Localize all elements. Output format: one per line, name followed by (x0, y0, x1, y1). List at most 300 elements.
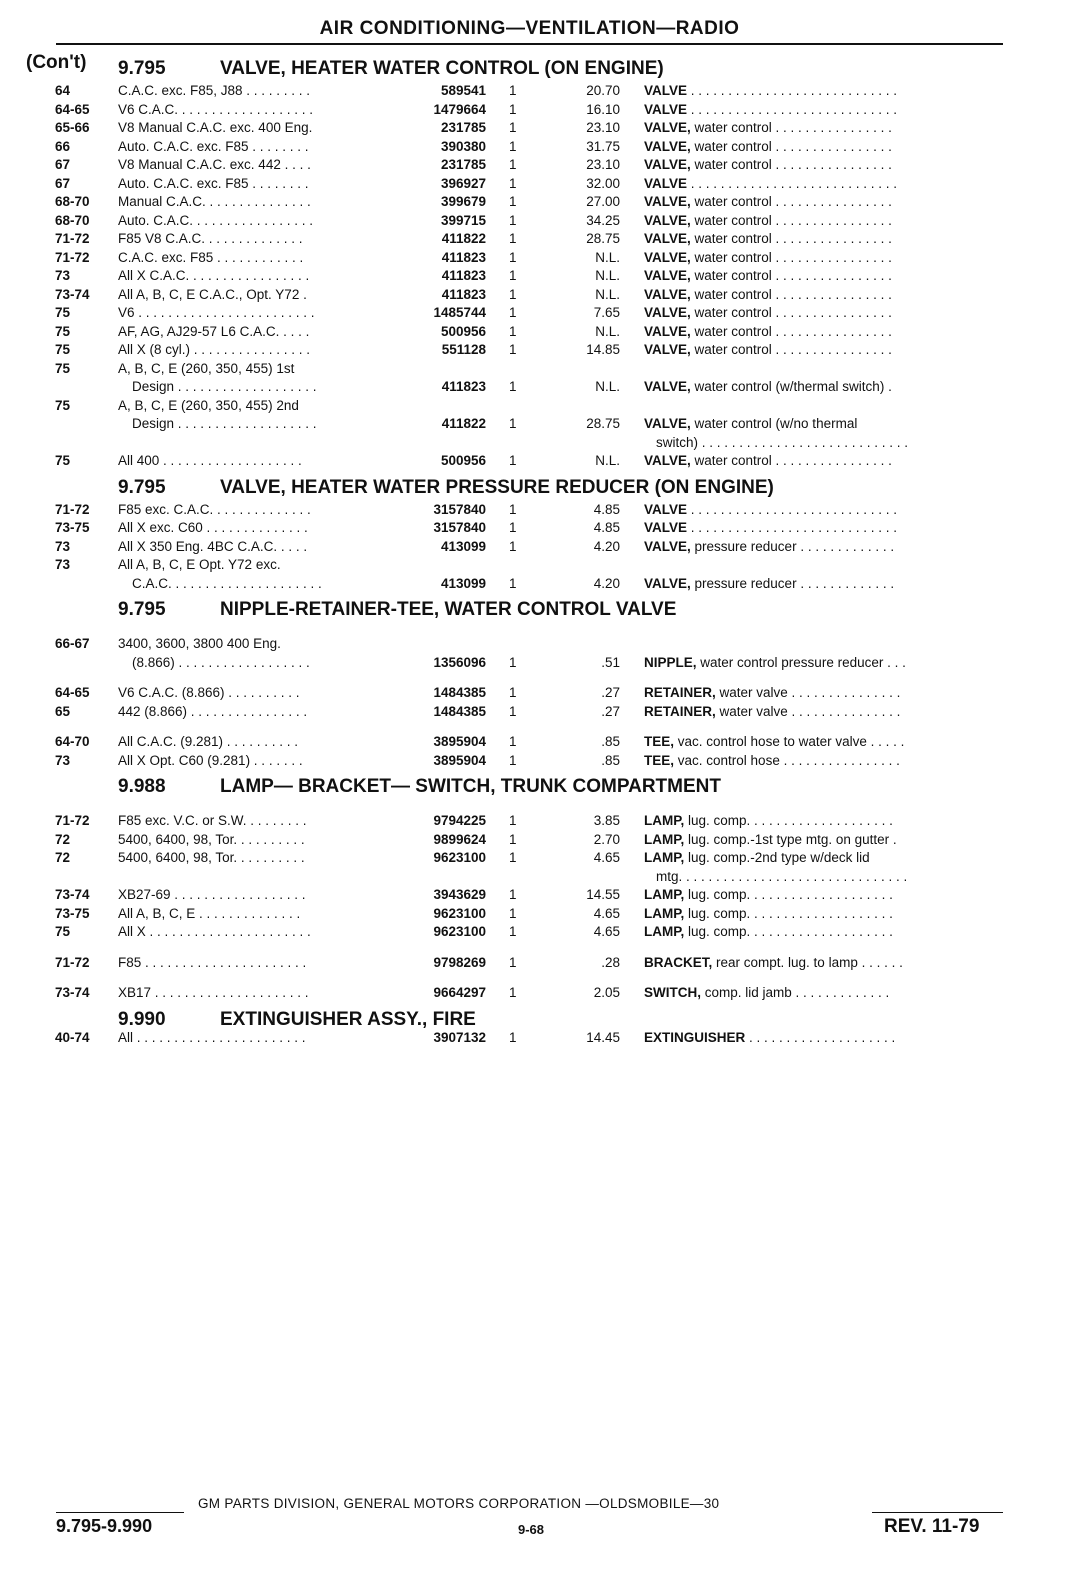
description-detail: . . . . . . . . . . . . . . . . . . . . . . . . . . . . (687, 101, 898, 117)
price: 28.75 (586, 416, 620, 431)
description-keyword: VALVE, (644, 212, 691, 228)
table-row (0, 193, 1075, 212)
row-gap (0, 721, 1075, 733)
description-detail: mtg. . . . . . . . . . . . . . . . . . . . . . . . . . . . . . . (656, 868, 908, 884)
description (644, 452, 1004, 471)
table-row (0, 175, 1075, 194)
part-number: 500956 (440, 323, 486, 339)
model-year: 73-74 (55, 286, 90, 302)
price: 4.20 (593, 575, 620, 591)
model-year: 73-75 (55, 905, 90, 921)
application: All X . . . . . . . . . . . . . . . . . . . . . . (118, 924, 311, 939)
description (644, 286, 1004, 305)
part-number: 231785 (440, 157, 486, 172)
application: All 400 . . . . . . . . . . . . . . . . . . . (118, 453, 302, 468)
application: All . . . . . . . . . . . . . . . . . . . . . . . (118, 1029, 306, 1045)
section-number: 9.795 (118, 58, 166, 79)
application: All X exc. C60 . . . . . . . . . . . . . . (118, 520, 308, 535)
table-row (0, 267, 1075, 286)
quantity: 1 (509, 83, 517, 98)
application: AF, AG, AJ29-57 L6 C.A.C. . . . . (118, 323, 310, 339)
quantity: 1 (509, 501, 517, 517)
price: 31.75 (586, 138, 620, 154)
quantity: 1 (509, 231, 517, 246)
table-row (0, 654, 1075, 673)
description-keyword: TEE, (644, 752, 675, 768)
description (644, 1029, 1004, 1048)
part-number: 551128 (441, 342, 486, 357)
description-keyword: VALVE, (644, 286, 691, 302)
description-detail: . . . . . . . . . . . . . . . . . . . . (745, 1029, 896, 1045)
description-detail: water control . . . . . . . . . . . . . . . . (690, 157, 892, 172)
model-year: 75 (55, 305, 71, 320)
application: All A, B, C, E C.A.C., Opt. Y72 . (118, 286, 307, 302)
model-year: 65 (55, 703, 71, 719)
model-year: 75 (55, 453, 71, 468)
description (644, 886, 1004, 905)
row-gap (0, 623, 1075, 635)
part-number: 3157840 (433, 520, 486, 535)
section-heading: LAMP— BRACKET— SWITCH, TRUNK COMPARTMENT (220, 776, 721, 797)
price: N.L. (595, 268, 620, 283)
table-row (0, 101, 1075, 120)
model-year: 73-74 (55, 887, 90, 902)
price: .27 (601, 703, 620, 719)
description-keyword: LAMP, (644, 831, 685, 847)
description (644, 193, 1004, 212)
description-keyword: VALVE, (644, 249, 691, 265)
part-number: 411823 (441, 268, 486, 283)
quantity: 1 (509, 175, 517, 191)
model-year: 73 (55, 752, 71, 768)
footer-section-range: 9.795-9.990 (56, 1516, 153, 1536)
price: 14.45 (586, 1029, 620, 1045)
table-row (0, 831, 1075, 850)
price: .28 (601, 954, 620, 970)
price: 20.70 (586, 83, 620, 98)
price: 14.85 (586, 342, 620, 357)
description (644, 519, 1004, 538)
price: 34.25 (586, 212, 620, 228)
price: 7.65 (593, 305, 620, 320)
section-heading: VALVE, HEATER WATER CONTROL (ON ENGINE) (220, 58, 664, 79)
model-year: 75 (55, 397, 71, 413)
price: 3.85 (593, 813, 620, 828)
description-keyword: VALVE, (644, 575, 691, 591)
part-number: 411822 (441, 416, 486, 431)
table-row (0, 635, 1075, 654)
quantity: 1 (509, 734, 517, 749)
description (644, 501, 1004, 520)
description-detail: water control . . . . . . . . . . . . . . . . (690, 194, 892, 209)
price: 2.05 (593, 985, 620, 1000)
description-detail: water control . . . . . . . . . . . . . . . . (690, 268, 892, 283)
description-detail: lug. comp.-2nd type w/deck lid (684, 850, 870, 865)
application: F85 . . . . . . . . . . . . . . . . . . . . . . (118, 954, 307, 970)
description-detail: rear compt. lug. to lamp . . . . . . (712, 954, 903, 970)
part-number: 1356096 (433, 654, 486, 670)
description (644, 138, 1004, 157)
row-gap (0, 972, 1075, 984)
row-gap (0, 800, 1075, 812)
description-keyword: VALVE (644, 101, 688, 117)
footer-page-number: 9-68 (518, 1522, 545, 1537)
table-row (0, 923, 1075, 942)
quantity: 1 (509, 157, 517, 172)
part-number: 9623100 (433, 905, 486, 921)
section-title (0, 1003, 1075, 1029)
application: F85 exc. C.A.C. . . . . . . . . . . . . . (118, 501, 311, 517)
model-year: 71-72 (55, 231, 90, 246)
price: .51 (601, 654, 620, 670)
description-keyword: VALVE (644, 175, 688, 191)
part-number: 1485744 (433, 305, 486, 320)
model-year: 68-70 (55, 212, 90, 228)
parts-list (0, 52, 1075, 1047)
model-year: 73 (55, 538, 71, 554)
application: F85 exc. V.C. or S.W. . . . . . . . . (118, 813, 307, 828)
part-number: 3895904 (433, 734, 486, 749)
price: 27.00 (586, 194, 620, 209)
application: Auto. C.A.C. . . . . . . . . . . . . . . . . (118, 212, 314, 228)
description-keyword: BRACKET, (644, 954, 713, 970)
part-number: 9798269 (433, 954, 486, 970)
quantity: 1 (509, 323, 517, 339)
quantity: 1 (509, 685, 517, 700)
price: 4.20 (593, 538, 620, 554)
quantity: 1 (509, 905, 517, 921)
description (644, 868, 1016, 887)
application: 5400, 6400, 98, Tor. . . . . . . . . . (118, 831, 305, 847)
table-row (0, 1029, 1075, 1048)
price: 4.65 (593, 905, 620, 921)
section-title (0, 52, 1075, 82)
description-keyword: LAMP, (644, 905, 685, 921)
description-keyword: LAMP, (644, 887, 685, 902)
quantity: 1 (509, 305, 517, 320)
description (644, 119, 1004, 138)
application: 3400, 3600, 3800 400 Eng. (118, 636, 281, 651)
description-keyword: VALVE, (644, 138, 691, 154)
description-detail: . . . . . . . . . . . . . . . . . . . . . . . . . . . . (687, 175, 898, 191)
model-year: 75 (55, 924, 71, 939)
quantity: 1 (509, 286, 517, 302)
model-year: 66 (55, 138, 71, 154)
description (644, 82, 1004, 101)
description (644, 923, 1004, 942)
quantity: 1 (509, 379, 517, 394)
table-row (0, 556, 1075, 575)
description (644, 434, 1016, 453)
application: C.A.C. exc. F85 . . . . . . . . . . . . (118, 249, 304, 265)
table-row (0, 434, 1075, 453)
application: All A, B, C, E . . . . . . . . . . . . . . (118, 905, 301, 921)
model-year: 75 (55, 323, 71, 339)
model-year: 40-74 (55, 1029, 90, 1045)
table-row (0, 954, 1075, 973)
table-row (0, 119, 1075, 138)
table-row (0, 538, 1075, 557)
description (644, 538, 1004, 557)
section-heading: EXTINGUISHER ASSY., FIRE (220, 1008, 476, 1030)
page-title: AIR CONDITIONING—VENTILATION—RADIO (319, 18, 740, 39)
price: 32.00 (586, 175, 620, 191)
quantity: 1 (509, 985, 517, 1000)
application: Auto. C.A.C. exc. F85 . . . . . . . . (118, 138, 309, 154)
description (644, 954, 1004, 973)
description-detail: lug. comp. . . . . . . . . . . . . . . . . . . . (684, 924, 893, 939)
model-year: 71-72 (55, 954, 90, 970)
description (644, 230, 1004, 249)
quantity: 1 (509, 416, 517, 431)
quantity: 1 (509, 194, 517, 209)
table-row (0, 212, 1075, 231)
description (644, 415, 1004, 434)
description-keyword: VALVE, (644, 268, 691, 283)
description (644, 249, 1004, 268)
part-number: 390380 (440, 138, 486, 154)
quantity: 1 (509, 138, 517, 154)
footer-division: GM PARTS DIVISION, GENERAL MOTORS CORPORATION —OLDSMOBILE—30 (198, 1496, 720, 1511)
application: V8 Manual C.A.C. exc. 400 Eng. (118, 120, 313, 135)
description-keyword: LAMP, (644, 813, 685, 828)
part-number: 1484385 (433, 703, 486, 719)
price: 4.65 (593, 924, 620, 939)
part-number: 1484385 (433, 685, 486, 700)
description-detail: water valve . . . . . . . . . . . . . . . (715, 703, 901, 719)
quantity: 1 (509, 268, 517, 283)
quantity: 1 (509, 575, 517, 591)
price: 16.10 (586, 101, 620, 117)
description-detail: vac. control hose . . . . . . . . . . . . . . . . (674, 752, 900, 768)
description (644, 752, 1004, 771)
part-number: 3157840 (433, 501, 486, 517)
price: 4.85 (593, 520, 620, 535)
model-year: 66-67 (55, 636, 90, 651)
price: 23.10 (586, 120, 620, 135)
application: All X (8 cyl.) . . . . . . . . . . . . . . . . (118, 342, 311, 357)
part-number: 413099 (440, 538, 486, 554)
model-year: 72 (55, 850, 71, 865)
description-keyword: VALVE, (644, 231, 691, 246)
description-keyword: RETAINER, (644, 703, 716, 719)
section-continued: (Con't) (26, 52, 87, 73)
description-detail: pressure reducer . . . . . . . . . . . . . (690, 575, 895, 591)
description-detail: switch) . . . . . . . . . . . . . . . . . . . . . . . . . . . . (656, 434, 909, 450)
table-row (0, 519, 1075, 538)
table-row (0, 397, 1075, 416)
row-gap (0, 672, 1075, 684)
part-number: 231785 (440, 120, 486, 135)
model-year: 73-75 (55, 520, 90, 535)
description-detail: comp. lid jamb . . . . . . . . . . . . . (701, 985, 890, 1000)
section-number: 9.795 (118, 599, 166, 620)
description-keyword: VALVE, (644, 323, 691, 339)
section-number: 9.990 (118, 1008, 166, 1030)
part-number: 9794225 (433, 813, 486, 828)
description-keyword: VALVE, (644, 342, 691, 357)
price: .27 (601, 685, 620, 700)
price: .85 (601, 752, 620, 768)
quantity: 1 (509, 924, 517, 939)
description-keyword: RETAINER, (644, 685, 716, 700)
quantity: 1 (509, 752, 517, 768)
description-detail: water control (w/thermal switch) . (690, 379, 892, 394)
table-row (0, 138, 1075, 157)
description-detail: . . . . . . . . . . . . . . . . . . . . . . . . . . . . (687, 501, 898, 517)
quantity: 1 (509, 850, 517, 865)
application: F85 V8 C.A.C. . . . . . . . . . . . . . (118, 231, 303, 246)
model-year: 71-72 (55, 813, 90, 828)
description-keyword: VALVE (644, 83, 688, 98)
table-row (0, 886, 1075, 905)
model-year: 73 (55, 268, 71, 283)
application: All X C.A.C. . . . . . . . . . . . . . . . . (118, 268, 310, 283)
description-detail: lug. comp. . . . . . . . . . . . . . . . . . . . (684, 813, 893, 828)
part-number: 3943629 (433, 887, 486, 902)
description-detail: water control . . . . . . . . . . . . . . . . (690, 342, 892, 357)
table-row (0, 684, 1075, 703)
price: N.L. (595, 323, 620, 339)
quantity: 1 (509, 703, 517, 719)
description-detail: water control . . . . . . . . . . . . . . . . (690, 305, 892, 320)
part-number: 1479664 (433, 101, 486, 117)
application: Design . . . . . . . . . . . . . . . . . . . (132, 379, 317, 394)
section-title (0, 593, 1075, 623)
description-keyword: EXTINGUISHER (644, 1029, 746, 1045)
description (644, 323, 1004, 342)
section-heading: VALVE, HEATER WATER PRESSURE REDUCER (ON ENGINE) (220, 476, 774, 498)
description-keyword: VALVE (644, 501, 688, 517)
table-row (0, 905, 1075, 924)
description-keyword: SWITCH, (644, 985, 701, 1000)
description-keyword: VALVE, (644, 416, 691, 431)
table-row (0, 286, 1075, 305)
model-year: 64-65 (55, 685, 90, 700)
quantity: 1 (509, 120, 517, 135)
quantity: 1 (509, 831, 517, 847)
part-number: 411823 (441, 379, 486, 394)
model-year: 73 (55, 557, 71, 572)
application: (8.866) . . . . . . . . . . . . . . . . . . (132, 654, 310, 670)
table-row (0, 752, 1075, 771)
application: Design . . . . . . . . . . . . . . . . . . . (132, 416, 317, 431)
table-row (0, 341, 1075, 360)
application: XB27-69 . . . . . . . . . . . . . . . . . . (118, 887, 306, 902)
description (644, 341, 1004, 360)
description-detail: . . . . . . . . . . . . . . . . . . . . . . . . . . . . (687, 520, 898, 535)
part-number: 411823 (441, 286, 486, 302)
description (644, 703, 1004, 722)
description-keyword: LAMP, (644, 850, 685, 865)
application: V6 C.A.C. . . . . . . . . . . . . . . . . . . (118, 101, 314, 117)
table-row (0, 812, 1075, 831)
table-row (0, 849, 1075, 868)
quantity: 1 (509, 342, 517, 357)
description-detail: water control . . . . . . . . . . . . . . . . (690, 286, 892, 302)
quantity: 1 (509, 1029, 517, 1045)
model-year: 64-65 (55, 101, 90, 117)
description (644, 101, 1004, 120)
description-detail: lug. comp. . . . . . . . . . . . . . . . . . . . (684, 887, 893, 902)
application: XB17 . . . . . . . . . . . . . . . . . . . . . (118, 985, 309, 1000)
application: 442 (8.866) . . . . . . . . . . . . . . . . (118, 703, 308, 719)
table-row (0, 304, 1075, 323)
description-detail: lug. comp. . . . . . . . . . . . . . . . . . . . (684, 905, 893, 921)
part-number: 9623100 (433, 924, 486, 939)
quantity: 1 (509, 813, 517, 828)
model-year: 72 (55, 831, 71, 847)
model-year: 65-66 (55, 120, 90, 135)
application: All C.A.C. (9.281) . . . . . . . . . . (118, 734, 299, 749)
price: 23.10 (586, 157, 620, 172)
part-number: 3895904 (433, 752, 486, 768)
description-detail: water control . . . . . . . . . . . . . . . . (690, 120, 892, 135)
part-number: 411823 (441, 249, 486, 265)
table-row (0, 501, 1075, 520)
table-row (0, 984, 1075, 1003)
part-number: 9664297 (433, 985, 486, 1000)
section-heading: NIPPLE-RETAINER-TEE, WATER CONTROL VALVE (220, 599, 677, 620)
title-rule (56, 43, 1003, 45)
model-year: 71-72 (55, 501, 90, 517)
table-row (0, 703, 1075, 722)
description-keyword: VALVE, (644, 453, 691, 468)
application: V6 . . . . . . . . . . . . . . . . . . . . . . . . (118, 305, 315, 320)
part-number: 399715 (440, 212, 486, 228)
application: A, B, C, E (260, 350, 455) 2nd (118, 397, 299, 413)
description (644, 984, 1004, 1003)
price: 14.55 (586, 887, 620, 902)
description (644, 905, 1004, 924)
model-year: 67 (55, 157, 71, 172)
part-number: 399679 (440, 194, 486, 209)
description (644, 849, 1004, 868)
table-row (0, 82, 1075, 101)
table-row (0, 156, 1075, 175)
section-number: 9.988 (118, 776, 166, 797)
description (644, 378, 1004, 397)
footer-rule-right (872, 1512, 1003, 1513)
description-keyword: VALVE, (644, 538, 691, 554)
description-keyword: VALVE, (644, 379, 691, 394)
price: 4.65 (593, 850, 620, 865)
model-year: 71-72 (55, 249, 90, 265)
price: N.L. (595, 379, 620, 394)
model-year: 75 (55, 360, 71, 376)
description (644, 654, 1004, 673)
part-number: 9623100 (433, 850, 486, 865)
quantity: 1 (509, 101, 517, 117)
description (644, 267, 1004, 286)
price: N.L. (595, 286, 620, 302)
part-number: 3907132 (433, 1029, 486, 1045)
description-keyword: VALVE (644, 520, 688, 535)
table-row (0, 868, 1075, 887)
description-detail: water control . . . . . . . . . . . . . . . . (690, 249, 892, 265)
description-detail: water control pressure reducer . . . (696, 654, 906, 670)
description-detail: water control (w/no thermal (690, 416, 858, 431)
description-keyword: VALVE, (644, 120, 691, 135)
model-year: 64-70 (55, 734, 90, 749)
description-detail: pressure reducer . . . . . . . . . . . . . (690, 538, 895, 554)
description-detail: lug. comp.-1st type mtg. on gutter . (684, 831, 897, 847)
description-detail: water control . . . . . . . . . . . . . . . . (690, 323, 892, 339)
quantity: 1 (509, 954, 517, 970)
footer-revision: REV. 11-79 (884, 1516, 980, 1537)
section-number: 9.795 (118, 476, 166, 498)
table-row (0, 415, 1075, 434)
